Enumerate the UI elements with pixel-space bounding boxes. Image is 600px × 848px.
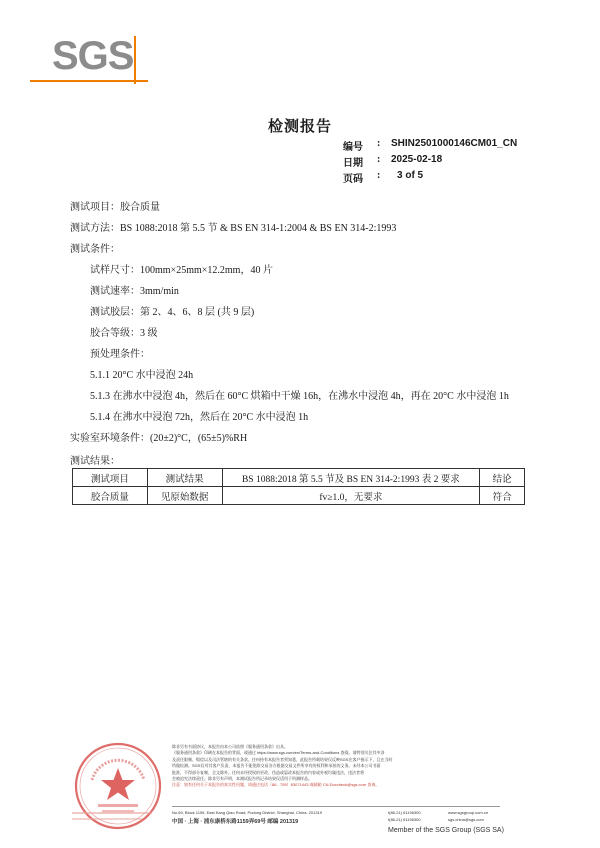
report-title: 检测报告 [267,119,332,135]
pretreatment-item: 5.1.1 20°C 水中浸泡 24h [90,370,194,381]
pretreatment-label: 预处理条件： [90,349,150,360]
results-label: 测试结果： [70,456,120,467]
fax: f(86-21) 61196300 [388,817,421,822]
pretreatment-item: 5.1.3 在沸水中浸泡 4h，然后在 60°C 烘箱中干燥 16h，在沸水中浸泡 4h，再在 20°C 水中浸泡 1h [90,391,509,402]
email-link[interactable]: sgs.china@sgs.com [448,817,484,822]
footer-divider [172,806,500,807]
table-cell: fv≥1.0，无要求 [222,487,480,505]
specimen-size: 试样尺寸：100mm×25mm×12.2mm，40 片 [90,265,273,276]
report-date: 2025-02-18 [391,154,443,165]
colon: : [377,154,381,165]
disclaimer-line: 批准，不得部分复制，全文除外。任何未经授权的更改、伪造或篡改本报告的内容或外观均属违法，违法者将 [172,769,364,775]
test-conditions-label: 测试条件： [70,244,120,255]
seal-text-line [72,818,142,820]
glue-layers: 测试胶层：第 2、4、6、8 层 (共 9 层) [90,307,255,318]
bond-class: 胶合等级：3 级 [90,328,158,339]
footer-disclaimer [172,744,392,789]
colon: : [377,170,381,181]
test-speed: 测试速率：3mm/min [90,286,179,297]
disclaimer-line: 所做检测。SGS仅对其客户负责，本报告不能免除交易各方根据交易文件所享有的权利和承担的义务。未经本公司书面 [172,763,381,769]
disclaimer-line: 及责任限制、赔偿以及司法管辖的有关条款。任何持有本报告者须知悉，此报告所载结果仅反映SGS在客户指示下，且在当时 [172,756,393,762]
member-note: Member of the SGS Group (SGS SA) [388,827,504,834]
test-item: 测试项目：胶合质量 [70,202,160,213]
lab-environment: 实验室环境条件：(20±2)°C，(65±5)%RH [70,433,248,444]
disclaimer-line: 会被追究法律责任。除非另有声明，本测试报告所记录结果仅适用于所测样品。 [172,776,312,782]
logo-rule-horizontal [30,80,148,82]
website-link[interactable]: www.sgsgroup.com.cn [448,810,489,815]
disclaimer-notice: 注意：如有任何关于本报告的真实性问题，请通过电话（86 - 755）83071443 或邮箱 CN.Doccheck@sgs.com 查询。 [172,782,380,788]
disclaimer-line: 除非另有书面协议，本报告由本公司依照《服务通用条款》出具。 [172,744,288,749]
results-table [72,468,525,505]
report-number-label: 编号 [343,142,363,153]
table-header-cell: 测试结果 [147,469,222,487]
address-cn: 中国 · 上海 · 浦东康桥东路1159弄69号 邮编 201319 [172,819,299,825]
page-label: 页码 [343,174,363,185]
table-header-row [73,469,525,487]
table-cell: 符合 [480,487,525,505]
table-cell: 见原始数据 [147,487,222,505]
colon: : [377,138,381,149]
address-en: No.69, Block 1159, East Kang Qiao Road, Pudong District, Shanghai, China. 201319 [172,810,323,815]
table-header-cell: 测试项目 [73,469,148,487]
report-date-label: 日期 [343,158,363,169]
logo-rule-vertical [134,36,136,84]
disclaimer-line: 《服务通用条款》印刷在本报告的背面，或通过 https://www.sgs.com/en/Terms-and-Conditions 查阅。请特别关注其中涉 [172,750,385,756]
table-header-cell: 结论 [480,469,525,487]
sgs-logo: SGS [52,34,134,78]
page-number: 3 of 5 [397,170,424,181]
report-number: SHIN2501000146CM01_CN [391,138,518,149]
test-method: 测试方法：BS 1088:2018 第 5.5 节 & BS EN 314-1:2004 & BS EN 314-2:1993 [70,223,397,234]
table-cell: 胶合质量 [73,487,148,505]
table-header-cell: BS 1088:2018 第 5.5 节及 BS EN 314-2:1993 表 2 要求 [222,469,480,487]
seal-text-line [72,812,152,814]
telephone: t(86-21) 61196300 [388,810,421,815]
table-row [73,487,525,505]
pretreatment-item: 5.1.4 在沸水中浸泡 72h，然后在 20°C 水中浸泡 1h [90,412,309,423]
